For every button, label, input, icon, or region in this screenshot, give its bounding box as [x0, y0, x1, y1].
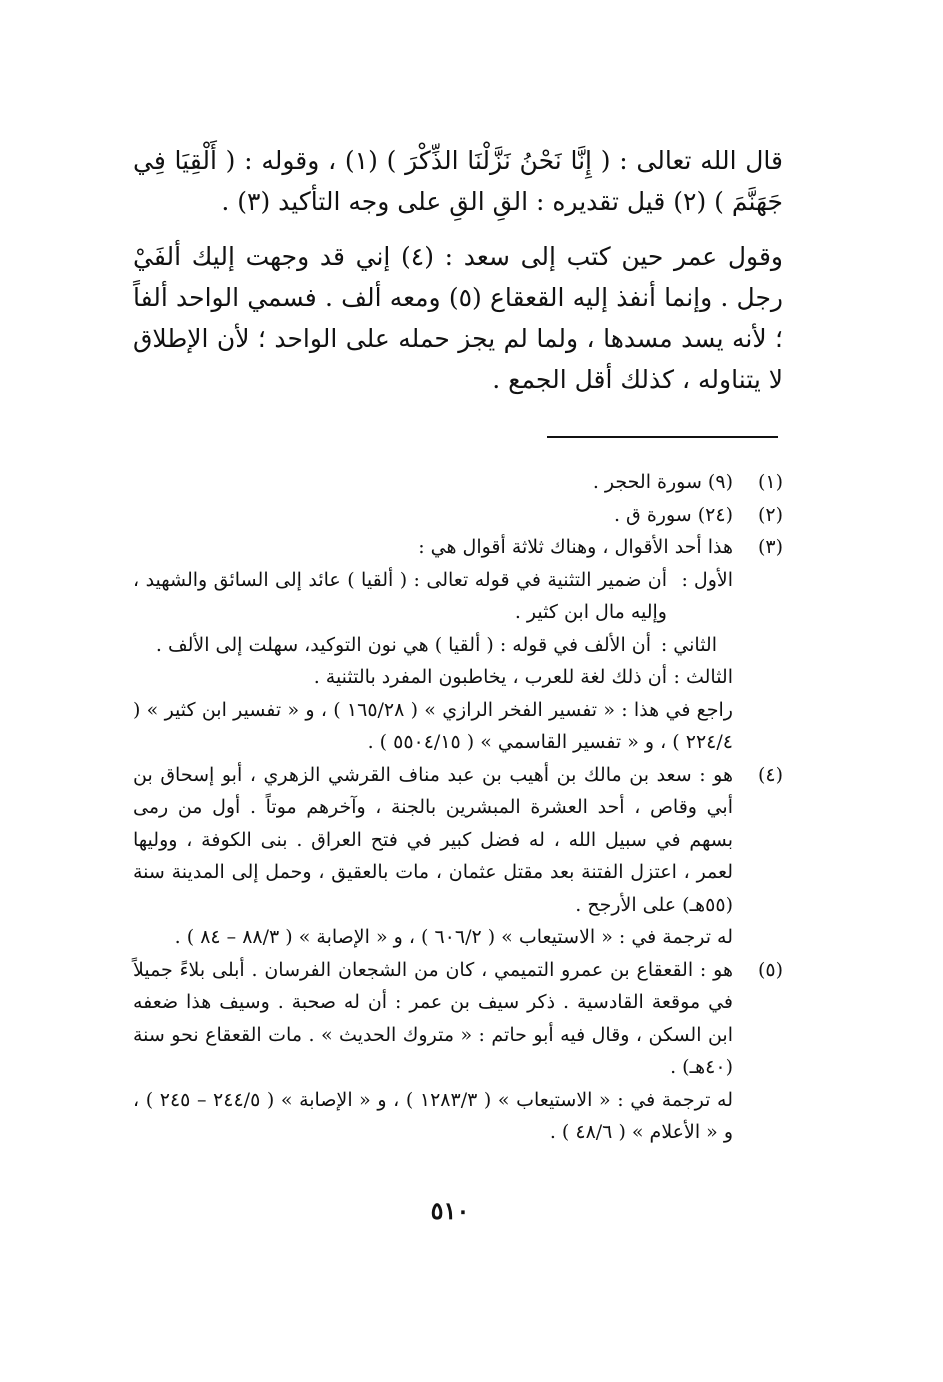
- footnote-1: [133, 466, 783, 499]
- opinion-third: [133, 661, 733, 694]
- footnote-2: [133, 499, 783, 532]
- footnote-4: [133, 759, 783, 954]
- footnote-number: (١): [757, 471, 783, 493]
- footnote-body: [133, 954, 733, 1149]
- paragraph-quran-verses: قال الله تعالى : ( إِنَّا نَحْنُ نَزَّلْنَا الذِّكْرَ ) (١) ، وقوله : ( أَلْقِيَا فِي جَهَنَّمَ ) (٢) قيل تقديره : القِ القِ على وجه التأكيد (٣) .: [133, 146, 783, 216]
- footnote-biography: هو : القعقاع بن عمرو التميمي ، كان من الشجعان الفرسان . أبلى بلاءً جميلاً في موقعة القادسية . ذكر سيف بن عمر : أن له صحبة . وسيف هذا ضعفه ابن السكن ، وقال فيه أبو حاتم : « متروك الحديث » . مات القعقاع نحو سنة (٤٠هـ) .: [133, 958, 733, 1078]
- main-text: [133, 140, 783, 414]
- paragraph-umar-letter: وقول عمر حين كتب إلى سعد : (٤) إني قد وجهت إليك ألفَيْ رجل . وإنما أنفذ إليه القعقاع (٥) ومعه ألف . فسمي الواحد ألفاً ؛ لأنه يسد مسدها ، ولما لم يجز حمله على الواحد ؛ لأن الإطلاق لا يتناوله ، كذلك أقل الجمع .: [133, 242, 783, 394]
- footnote-number: (٥): [757, 958, 783, 981]
- footnote-number: (٤): [757, 763, 783, 786]
- footnote-references: راجع في هذا : « تفسير الفخر الرازي » ( ١٦٥/٢٨ ) ، و « تفسير ابن كثير » ( ٢٢٤/٤ ) ، و « تفسير القاسمي » ( ٥٥٠٤/١٥ ) .: [133, 698, 733, 753]
- footnote-3: [133, 531, 783, 759]
- opinion-text: أن ذلك لغة للعرب ، يخاطبون المفرد بالتثنية .: [313, 666, 667, 688]
- footnote-text: (٢٤) سورة ق .: [613, 503, 733, 526]
- footnote-separator: [547, 436, 778, 438]
- opinion-label: الثالث :: [673, 666, 733, 688]
- opinion-text: أن ضمير التثنية في قوله تعالى : ( ألقيا ) عائد إلى السائق والشهيد ، وإليه مال ابن كثير .: [133, 568, 667, 623]
- opinion-text: أن الألف في قوله : ( ألقيا ) هي نون التوكيد، سهلت إلى الألف .: [155, 633, 651, 656]
- page-number: ٥١٠: [430, 1196, 470, 1225]
- opinion-second: [133, 629, 733, 662]
- footnotes: [133, 466, 783, 1149]
- footnote-text: (٩) سورة الحجر .: [592, 471, 733, 493]
- opinion-label: الثاني :: [660, 633, 717, 656]
- footnote-5: [133, 954, 783, 1149]
- footnote-number: (٣): [757, 536, 783, 558]
- opinion-first: [133, 564, 733, 629]
- footnote-number: (٢): [757, 503, 783, 526]
- footnote-references: له ترجمة في : « الاستيعاب » ( ٦٠٦/٢ ) ، و « الإصابة » ( ٨٨/٣ – ٨٤ ) .: [174, 926, 733, 948]
- opinion-label: الأول :: [681, 568, 733, 591]
- footnote-intro: هذا أحد الأقوال ، وهناك ثلاثة أقوال هي :: [418, 536, 733, 558]
- footnote-body: [133, 759, 733, 954]
- footnote-biography: هو : سعد بن مالك بن أهيب بن عبد مناف القرشي الزهري ، أبو إسحاق بن أبي وقاص ، أحد العشرة المبشرين بالجنة ، وآخرهم موتاً . أول من رمى بسهم في سبيل الله ، له فضل كبير في فتح العراق . بنى الكوفة ، ووليها لعمر ، اعتزل الفتنة بعد مقتل عثمان ، مات بالعقيق ، وحمل إلى المدينة سنة (٥٥هـ) على الأرجح .: [133, 763, 733, 916]
- footnote-body: [133, 531, 733, 759]
- footnote-references: له ترجمة في : « الاستيعاب » ( ١٢٨٣/٣ ) ، و « الإصابة » ( ٢٤٤/٥ – ٢٤٥ ) ، و « الأعلام » ( ٤٨/٦ ) .: [133, 1088, 733, 1143]
